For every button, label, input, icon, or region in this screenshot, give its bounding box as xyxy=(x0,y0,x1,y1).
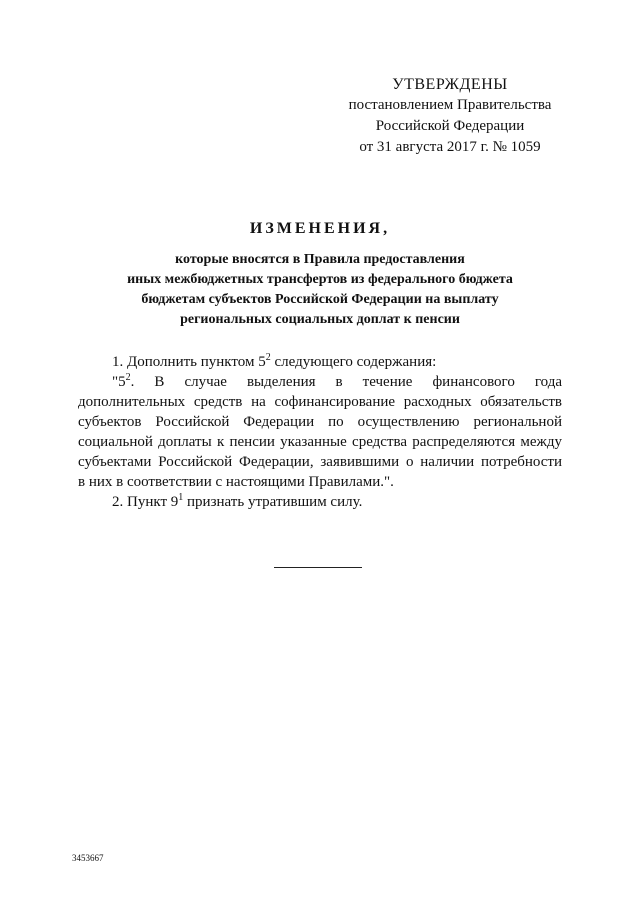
paragraph-2-text: 2. Пункт 9 xyxy=(112,494,179,510)
separator-line xyxy=(274,567,362,568)
subtitle-line-4: региональных социальных доплат к пенсии xyxy=(180,312,460,327)
quote-line-5: субъектами Российской Федерации, заявившими о наличии потребности xyxy=(78,454,562,470)
paragraph-2 xyxy=(78,492,562,512)
quote-line-3: субъектов Российской Федерации по осуществлению региональной xyxy=(78,414,562,430)
quote-line-4: социальной доплаты к пенсии указанные средства распределяются между xyxy=(78,434,562,450)
approval-line-3: от 31 августа 2017 г. № 1059 xyxy=(359,139,541,155)
subtitle-line-2: иных межбюджетных трансфертов из федерального бюджета xyxy=(127,272,513,287)
paragraph-1-text: 1. Дополнить пунктом 5 xyxy=(112,354,266,370)
document-title: ИЗМЕНЕНИЯ, xyxy=(249,220,391,237)
quote-open: "5 xyxy=(112,374,126,390)
quote-line-6: в них в соответствии с настоящими Правилами.". xyxy=(78,474,394,490)
paragraph-1-superscript: 2 xyxy=(265,352,271,363)
quote-line-1 xyxy=(78,372,562,392)
paragraph-2-text-end: признать утратившим силу. xyxy=(183,494,363,510)
paragraph-1 xyxy=(78,352,562,372)
quote-line-2: дополнительных средств на софинансирование расходных обязательств xyxy=(78,394,562,410)
paragraph-2-superscript: 1 xyxy=(178,492,184,503)
document-subtitle xyxy=(80,250,560,330)
approval-heading: УТВЕРЖДЕНЫ xyxy=(392,76,508,93)
paragraph-1-text-end: следующего содержания: xyxy=(270,354,437,370)
document-code: 3453667 xyxy=(72,853,104,863)
approval-block xyxy=(330,74,570,158)
quote-superscript: 2 xyxy=(125,372,131,383)
quote-line-1-text: . В случае выделения в течение финансового года xyxy=(130,374,562,390)
approval-line-1: постановлением Правительства xyxy=(348,97,552,113)
document-body xyxy=(78,352,562,512)
subtitle-line-1: которые вносятся в Правила предоставления xyxy=(175,252,465,267)
approval-line-2: Российской Федерации xyxy=(375,118,525,134)
subtitle-line-3: бюджетам субъектов Российской Федерации на выплату xyxy=(141,292,499,307)
